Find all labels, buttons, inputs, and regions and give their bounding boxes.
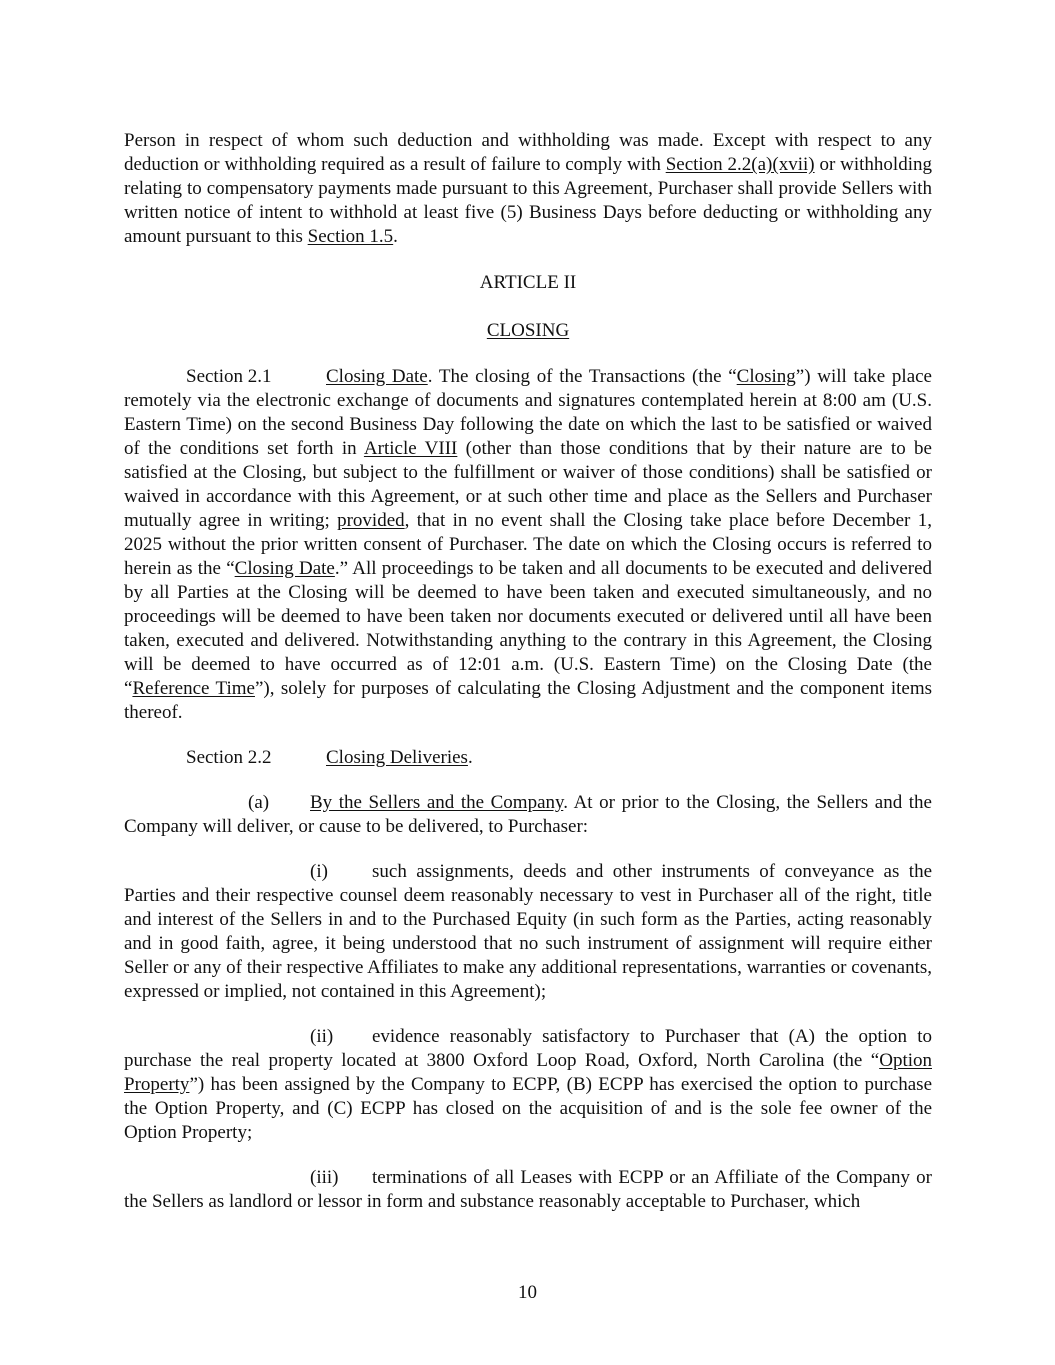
text-run: ”) has been assigned by the Company to ECPP, (B) ECPP has exercised the option to purchase the Option Property, and (C) ECPP has closed on the acquisition of and is the sole fee owner of the Option Property; — [124, 1074, 932, 1143]
section-2-2-heading — [124, 746, 932, 770]
defined-term-option-property: Option Property — [124, 1050, 932, 1095]
section-number: Section 2.2 — [186, 747, 272, 768]
text-run: such assignments, deeds and other instruments of conveyance as the Parties and their respective counsel deem reasonably necessary to vest in Purchaser all of the right, title and interest of the Sellers in and to the Purchased Equity (in such form as the Parties, acting reasonably and in good faith, agree, it being understood that no such instrument of assignment will require either Seller or any of their respective Affiliates to make any additional representations, warranties or covenants, expressed or implied, not contained in this Agreement); — [124, 861, 932, 1002]
subsection-title: By the Sellers and the Company — [310, 792, 564, 813]
text-run: , that in no event shall the Closing take place before December 1, 2025 without the prior written consent of Purchaser. The date on which the Closing occurs is referred to herein as the “ — [124, 510, 932, 579]
section-title: Closing Deliveries — [326, 747, 468, 768]
section-2-1-paragraph — [124, 365, 932, 725]
text-run: .” All proceedings to be taken and all documents to be executed and delivered by all Parties at the Closing will be deemed to have been taken and executed simultaneously, and no proceedings will be deemed to have been taken nor documents executed or delivered until all have been taken, executed and delivered. Notwithstanding anything to the contrary in this Agreement, the Closing will be deemed to have occurred as of 12:01 a.m. (U.S. Eastern Time) on the Closing Date (the “ — [124, 558, 933, 699]
cross-reference-section-1-5: Section 1.5 — [307, 226, 394, 247]
clause-label: (iii) — [310, 1167, 339, 1188]
page-number: 10 — [518, 1282, 537, 1303]
defined-term-closing-date: Closing Date — [234, 558, 335, 579]
text-run: . — [393, 226, 398, 247]
defined-term-reference-time: Reference Time — [132, 678, 255, 699]
section-number: Section 2.1 — [186, 366, 272, 387]
text-run: . — [467, 747, 473, 768]
clause-i-paragraph — [124, 860, 932, 1004]
article-title — [124, 319, 932, 343]
clause-label: (i) — [310, 861, 328, 882]
paragraph-withholding-continuation — [124, 129, 932, 249]
clause-ii-paragraph — [124, 1025, 932, 1145]
subsection-a-paragraph — [124, 791, 932, 839]
clause-label: (ii) — [310, 1026, 334, 1047]
text-run: Person in respect of whom such deduction and withholding was made. Except with respect to any deduction or withholding required as a result of failure to comply with — [124, 130, 932, 175]
text-run: ”), solely for purposes of calculating the Closing Adjustment and the component items thereof. — [124, 678, 933, 723]
section-title: Closing Date — [326, 366, 428, 387]
text-run: evidence reasonably satisfactory to Purchaser that (A) the option to purchase the real property located at 3800 Oxford Loop Road, Oxford, North Carolina (the “ — [124, 1026, 932, 1071]
article-title-text: CLOSING — [486, 320, 570, 341]
article-number: ARTICLE II — [479, 272, 577, 293]
text-run: . The closing of the Transactions (the “ — [427, 366, 737, 387]
text-run: terminations of all Leases with ECPP or an Affiliate of the Company or the Sellers as landlord or lessor in form and substance reasonably acceptable to Purchaser, which — [124, 1167, 932, 1212]
proviso-term: provided — [337, 510, 405, 531]
document-body — [124, 129, 932, 1214]
text-run: or withholding relating to compensatory payments made pursuant to this Agreement, Purchaser shall provide Sellers with written notice of intent to withhold at least five (5) Business Days before deducting or withholding any amount pursuant to this — [124, 154, 932, 247]
text-run: (other than those conditions that by their nature are to be satisfied at the Closing, but subject to the fulfillment or waiver of those conditions) shall be satisfied or waived in accordance with this Agreement, or at such other time and place as the Sellers and Purchaser mutually agree in writing; — [124, 438, 932, 531]
cross-reference-article-viii: Article VIII — [363, 438, 458, 459]
cross-reference-section-2-2-a-xvii: Section 2.2(a)(xvii) — [665, 154, 815, 175]
subsection-label: (a) — [248, 792, 270, 813]
text-run: ”) will take place remotely via the electronic exchange of documents and signatures contemplated herein at 8:00 am (U.S. Eastern Time) on the second Business Day following the date on which the last to be satisfied or waived of the conditions set forth in — [124, 366, 932, 459]
clause-iii-paragraph — [124, 1166, 932, 1214]
text-run: . At or prior to the Closing, the Sellers and the Company will deliver, or cause to be delivered, to Purchaser: — [124, 792, 932, 837]
defined-term-closing: Closing — [736, 366, 796, 387]
